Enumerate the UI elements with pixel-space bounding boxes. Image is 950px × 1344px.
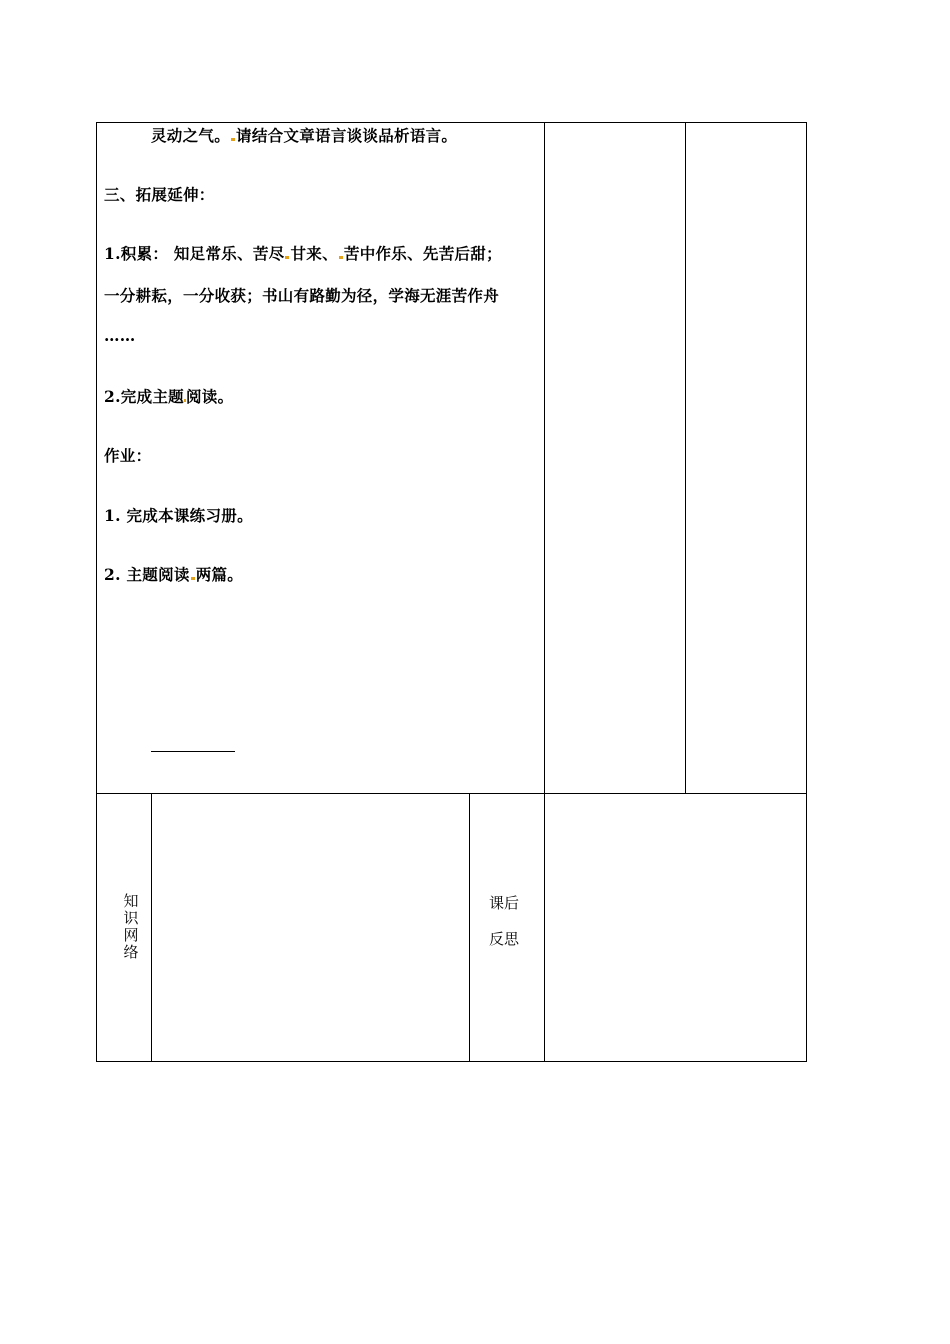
homework-item-1: 1. 完成本课练习册。 — [104, 506, 253, 525]
homework-item-2 — [104, 565, 243, 585]
knowledge-label-char: 识 — [123, 909, 139, 927]
knowledge-label-char: 知 — [123, 892, 139, 910]
revision-marker — [191, 577, 195, 580]
column-divider-top-2 — [685, 122, 686, 793]
accumulation-part-b: 甘来、 — [290, 244, 338, 263]
theme-reading-item — [104, 387, 233, 407]
accumulation-part-a: 1.积累： 知足常乐、苦尽 — [104, 244, 285, 263]
text-line-1-part-b: 请结合文章语言谈谈品析语言。 — [236, 126, 458, 145]
row-divider — [96, 793, 807, 794]
ellipsis: …… — [104, 326, 136, 345]
accumulation-line — [104, 244, 502, 264]
column-divider-bottom-2 — [469, 793, 470, 1062]
homework-item-2-part-a: 2. 主题阅读 — [104, 565, 190, 584]
theme-reading-part-a: 2.完成主题 — [104, 387, 184, 406]
text-line-1-part-a: 灵动之气。 — [151, 126, 231, 145]
theme-reading-part-b: 阅读。 — [185, 387, 234, 406]
revision-marker — [339, 256, 343, 259]
homework-heading: 作业： — [104, 446, 152, 465]
revision-marker — [285, 256, 289, 259]
accumulation-part-c: 苦中作乐、先苦后甜； — [343, 244, 502, 263]
blank-underline — [151, 751, 235, 752]
column-divider-top-1 — [544, 122, 545, 793]
knowledge-network-label — [122, 893, 140, 961]
text-line-1 — [151, 126, 457, 146]
accumulation-line-2: 一分耕耘，一分收获；书山有路勤为径，学海无涯苦作舟 — [104, 286, 500, 305]
section-heading-extension: 三、拓展延伸： — [104, 185, 215, 204]
knowledge-label-char: 网 — [123, 926, 139, 944]
reflection-label-line-2: 反思 — [489, 930, 520, 948]
knowledge-label-char: 络 — [123, 943, 139, 961]
column-divider-bottom-1 — [151, 793, 152, 1062]
revision-marker — [231, 138, 235, 141]
column-divider-bottom-3 — [544, 793, 545, 1062]
homework-item-2-part-b: 两篇。 — [195, 565, 244, 584]
reflection-label-line-1: 课后 — [489, 894, 520, 912]
